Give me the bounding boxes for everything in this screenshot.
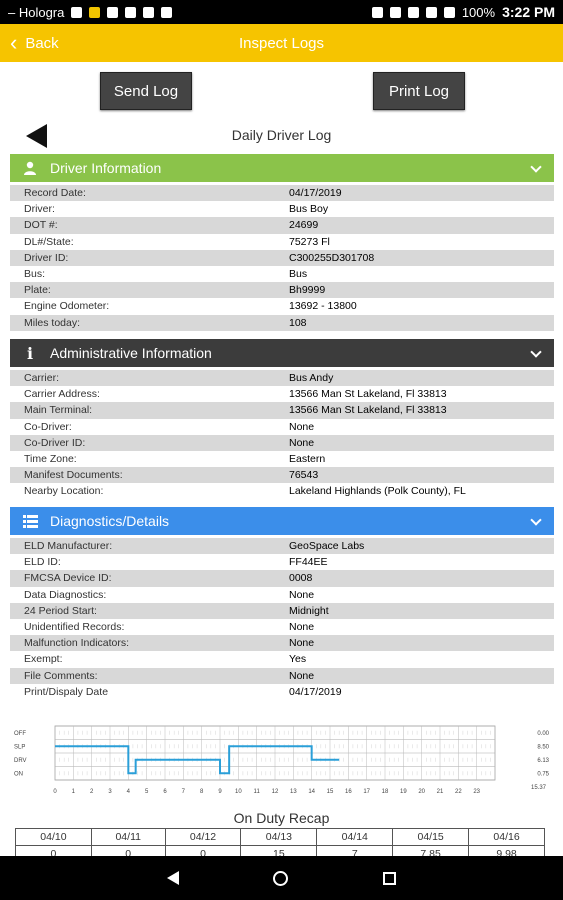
diagnostics-header[interactable]: [10, 507, 554, 535]
row-value: 13566 Man St Lakeland, Fl 33813: [289, 404, 447, 417]
info-row: [10, 185, 554, 201]
android-icon: [161, 7, 172, 18]
nav-back-icon[interactable]: [167, 871, 179, 885]
row-label: Carrier:: [24, 372, 60, 385]
notification-icon: [71, 7, 82, 18]
graph-hour-label: 8: [199, 789, 204, 795]
row-value: None: [289, 669, 315, 682]
graph-hour-label: 19: [399, 789, 407, 795]
diagnostics-section: [10, 507, 554, 700]
recap-hours: 0: [165, 846, 241, 857]
info-row: [10, 386, 554, 402]
recap-hours: 7.85: [393, 846, 469, 857]
log-title: Daily Driver Log: [231, 127, 332, 143]
page-title: Inspect Logs: [238, 34, 325, 52]
graph-hour-label: 23: [473, 789, 481, 795]
graph-hour-label: 4: [126, 789, 131, 795]
row-value: None: [289, 621, 315, 634]
recap-date: 04/10: [16, 829, 92, 846]
action-row: [0, 72, 563, 110]
back-button[interactable]: [0, 32, 59, 54]
driver-rows: [10, 182, 554, 331]
graph-row-total: 0.75: [537, 771, 549, 778]
row-label: Bus:: [24, 268, 46, 281]
row-label: Unidentified Records:: [24, 621, 125, 634]
row-value: Bh9999: [289, 284, 326, 297]
info-row: [10, 402, 554, 418]
row-value: 04/17/2019: [289, 187, 342, 200]
graph-hour-label: 12: [271, 789, 279, 795]
row-value: FF44EE: [289, 556, 328, 569]
recap-date: 04/11: [91, 829, 165, 846]
chevron-down-icon: [530, 161, 541, 172]
main-content: [0, 62, 563, 856]
graph-hour-label: 0: [53, 789, 57, 795]
row-label: DOT #:: [24, 219, 58, 232]
info-row: [10, 451, 554, 467]
section-title: Driver Information: [50, 160, 162, 176]
system-nav-bar: [0, 856, 563, 900]
graph-grand-total: 15.37: [530, 785, 546, 791]
info-row: [10, 370, 554, 386]
usb-icon: [143, 7, 154, 18]
info-row: [10, 298, 554, 314]
info-row: [10, 603, 554, 619]
recap-title: On Duty Recap: [233, 810, 330, 826]
graph-hour-label: 13: [289, 789, 297, 795]
list-icon: [10, 515, 50, 528]
info-row: [10, 467, 554, 483]
info-row: [10, 250, 554, 266]
chevron-left-icon: ‹: [10, 30, 18, 55]
diag-rows: [10, 535, 554, 700]
graph-hour-label: 15: [326, 789, 334, 795]
info-icon: i: [26, 343, 34, 363]
info-row: [10, 266, 554, 282]
graph-hour-label: 3: [108, 789, 112, 795]
row-label: File Comments:: [24, 669, 98, 682]
mute-icon: [390, 7, 401, 18]
nav-recents-icon[interactable]: [383, 872, 396, 885]
row-label: Time Zone:: [24, 453, 77, 466]
row-value: None: [289, 588, 315, 601]
graph-hour-label: 10: [234, 789, 242, 795]
status-bar: [0, 0, 563, 24]
graph-hour-label: 6: [163, 789, 167, 795]
duty-status-graph: [10, 718, 554, 800]
graph-hour-label: 2: [89, 789, 94, 795]
recap-date: 04/12: [165, 829, 241, 846]
row-label: Co-Driver:: [24, 420, 72, 433]
print-log-button[interactable]: Print Log: [373, 72, 465, 110]
row-label: Record Date:: [24, 187, 86, 200]
graph-hour-label: 18: [381, 789, 389, 795]
row-value: Eastern: [289, 453, 326, 466]
row-value: 75273 Fl: [289, 235, 330, 248]
graph-hour-label: 11: [253, 789, 260, 795]
row-value: 13566 Man St Lakeland, Fl 33813: [289, 388, 447, 401]
row-value: C300255D301708: [289, 251, 375, 264]
carrier-label: – Hologra: [8, 4, 65, 20]
recap-hours: 0: [16, 846, 92, 857]
row-label: Carrier Address:: [24, 388, 100, 401]
row-label: Co-Driver ID:: [24, 436, 86, 449]
recap-date-row: [16, 829, 545, 846]
bluetooth-icon: [372, 7, 383, 18]
log-navigation: [0, 124, 563, 148]
graph-hour-label: 5: [144, 789, 149, 795]
row-label: ELD Manufacturer:: [24, 540, 113, 553]
graph-hour-label: 17: [363, 789, 371, 795]
row-value: 04/17/2019: [289, 685, 342, 698]
recap-hours: 9.98: [469, 846, 545, 857]
row-value: 24699: [289, 219, 319, 232]
row-label: ELD ID:: [24, 556, 61, 569]
chevron-down-icon: [530, 514, 541, 525]
driver-information-header[interactable]: [10, 154, 554, 182]
row-label: Print/Dispaly Date: [24, 685, 109, 698]
row-label: DL#/State:: [24, 235, 74, 248]
row-label: Nearby Location:: [24, 485, 104, 498]
info-row: [10, 201, 554, 217]
row-label: Main Terminal:: [24, 404, 93, 417]
back-label: Back: [25, 34, 59, 52]
graph-status-label: SLP: [14, 744, 26, 751]
flag-icon: [125, 7, 136, 18]
graph-hour-label: 20: [418, 789, 426, 795]
info-row: [10, 668, 554, 684]
person-icon: [10, 161, 50, 175]
section-title: Administrative Information: [50, 345, 212, 361]
row-value: Bus Andy: [289, 372, 334, 385]
administrative-information-section: [10, 339, 554, 500]
info-row: [10, 619, 554, 635]
wifi-icon: [408, 7, 419, 18]
recap-hours: 7: [317, 846, 393, 857]
row-value: Bus Boy: [289, 203, 329, 216]
app-bar: [0, 24, 563, 62]
graph-hour-label: 7: [181, 789, 186, 795]
row-value: 76543: [289, 469, 319, 482]
recap-table: [15, 828, 545, 856]
chevron-down-icon: [530, 346, 541, 357]
graph-row-total: 8.50: [537, 744, 549, 751]
clock: 3:22 PM: [502, 4, 555, 20]
graph-hour-label: 9: [218, 789, 222, 795]
recap-date: 04/16: [469, 829, 545, 846]
image-icon: [107, 7, 118, 18]
info-row: [10, 234, 554, 250]
row-label: Data Diagnostics:: [24, 588, 107, 601]
signal-icon: [426, 7, 437, 18]
row-label: 24 Period Start:: [24, 604, 97, 617]
app-notification-icon: [89, 7, 100, 18]
row-value: None: [289, 420, 315, 433]
row-value: GeoSpace Labs: [289, 540, 365, 553]
row-value: None: [289, 436, 315, 449]
row-value: Midnight: [289, 604, 329, 617]
graph-hour-label: 21: [436, 789, 444, 795]
row-label: Plate:: [24, 284, 51, 297]
recap-date: 04/15: [393, 829, 469, 846]
row-value: Yes: [289, 653, 307, 666]
row-label: Engine Odometer:: [24, 300, 110, 313]
info-row: [10, 587, 554, 603]
graph-hour-label: 1: [71, 789, 76, 795]
row-label: Driver:: [24, 203, 55, 216]
row-label: FMCSA Device ID:: [24, 572, 112, 585]
driver-information-section: [10, 154, 554, 331]
row-value: Lakeland Highlands (Polk County), FL: [289, 485, 466, 498]
graph-status-label: ON: [14, 771, 23, 778]
recap-date: 04/13: [241, 829, 317, 846]
nav-home-icon[interactable]: [273, 871, 288, 886]
administrative-information-header[interactable]: [10, 339, 554, 367]
battery-level: 100%: [461, 4, 496, 20]
info-row: [10, 217, 554, 233]
info-row: [10, 635, 554, 651]
info-row: [10, 538, 554, 554]
row-label: Malfunction Indicators:: [24, 637, 130, 650]
recap-date: 04/14: [317, 829, 393, 846]
recap-value-row: [16, 846, 545, 857]
section-title: Diagnostics/Details: [50, 513, 170, 529]
graph-hour-label: 16: [344, 789, 352, 795]
battery-icon: [444, 7, 455, 18]
info-row: [10, 554, 554, 570]
graph-hour-label: 14: [308, 789, 316, 795]
graph-row-total: 6.13: [537, 757, 549, 764]
recap-hours: 15: [241, 846, 317, 857]
send-log-button[interactable]: Send Log: [100, 72, 192, 110]
info-row: [10, 419, 554, 435]
info-row: [10, 315, 554, 331]
row-label: Exempt:: [24, 653, 63, 666]
row-label: Driver ID:: [24, 251, 69, 264]
row-label: Miles today:: [24, 316, 81, 329]
graph-status-label: OFF: [14, 730, 26, 737]
info-row: [10, 684, 554, 700]
admin-rows: [10, 367, 554, 500]
row-value: 0008: [289, 572, 313, 585]
row-value: None: [289, 637, 315, 650]
info-row: [10, 651, 554, 667]
duty-status-chart: [10, 718, 554, 800]
row-label: Manifest Documents:: [24, 469, 123, 482]
info-row: [10, 570, 554, 586]
row-value: 108: [289, 316, 307, 329]
recap-hours: 0: [91, 846, 165, 857]
graph-row-total: 0.00: [537, 730, 549, 737]
info-row: [10, 483, 554, 499]
row-value: Bus: [289, 268, 308, 281]
graph-status-label: DRV: [14, 757, 27, 764]
row-value: 13692 - 13800: [289, 300, 357, 313]
info-row: [10, 435, 554, 451]
info-row: [10, 282, 554, 298]
graph-hour-label: 22: [454, 789, 462, 795]
